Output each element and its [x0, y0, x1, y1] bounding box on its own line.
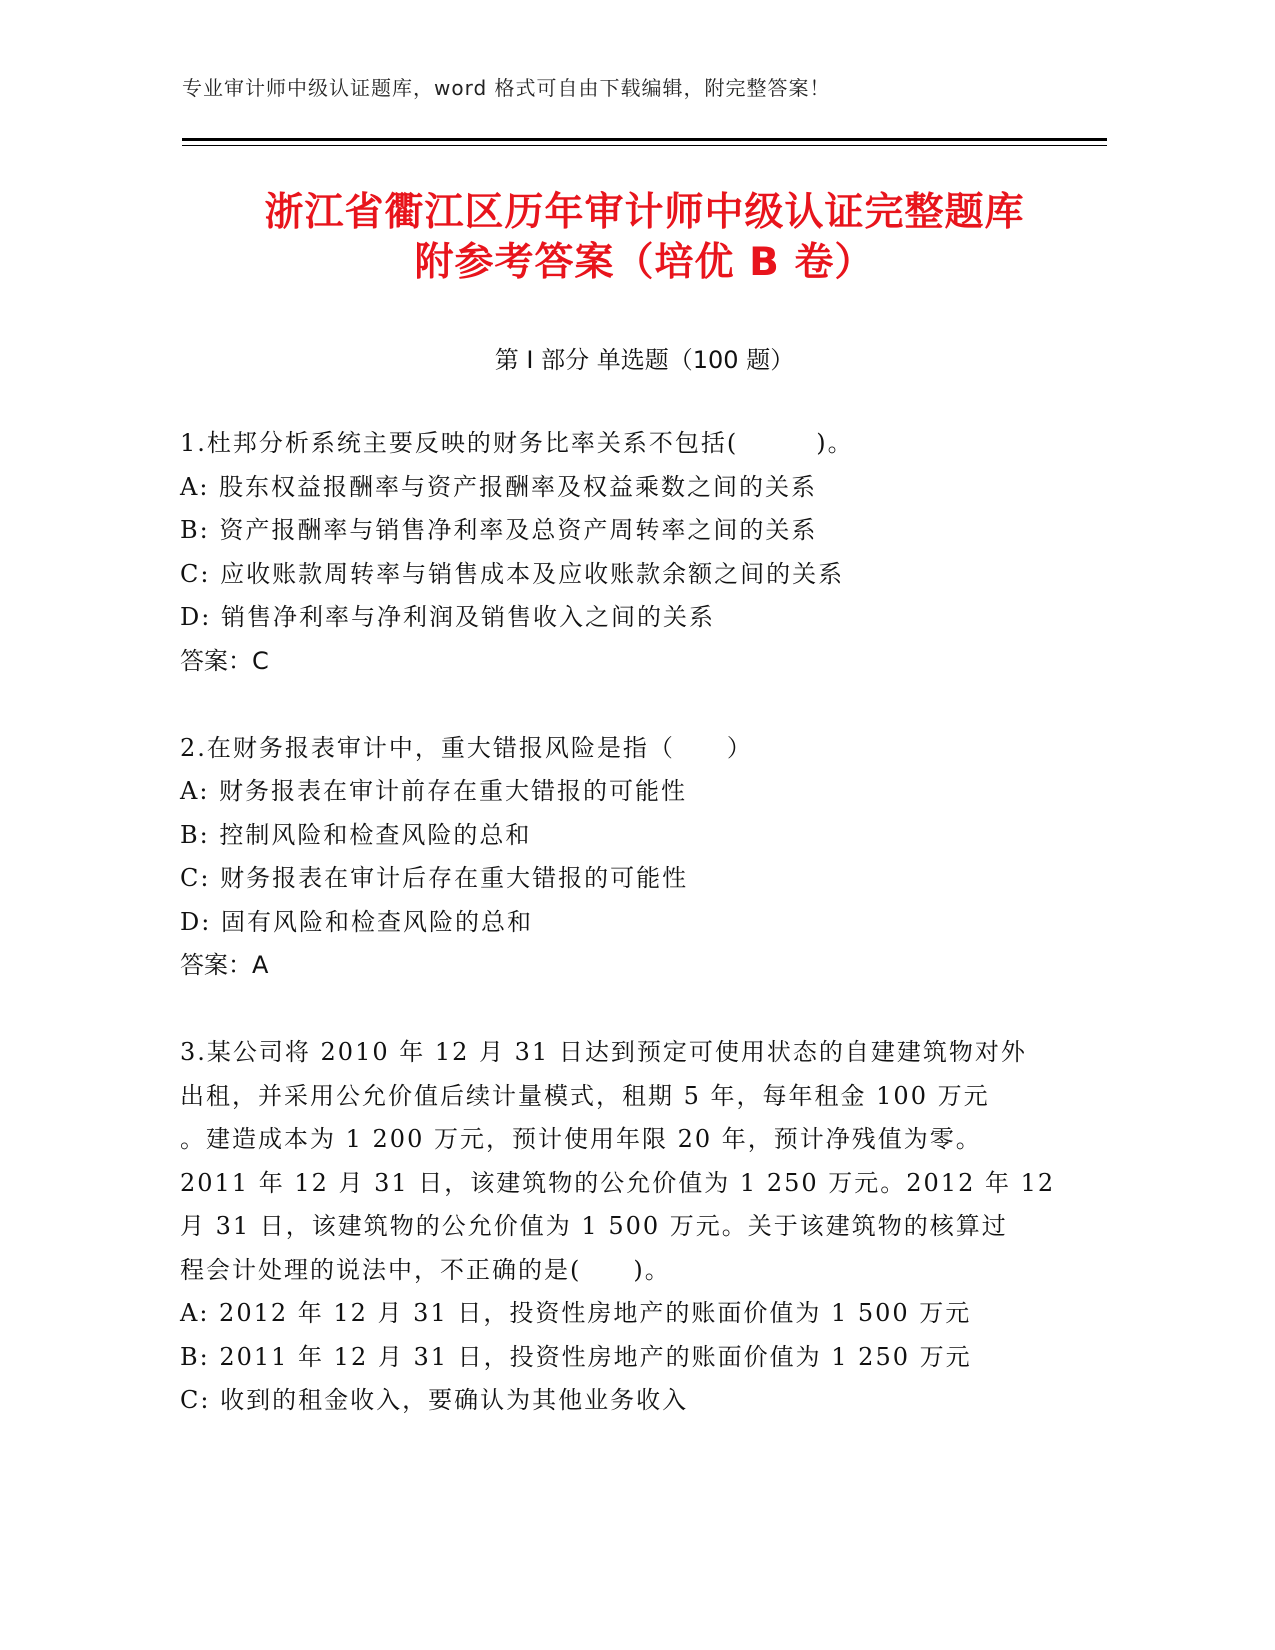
question-stem-line: 3.某公司将 2010 年 12 月 31 日达到预定可使用状态的自建建筑物对外 [180, 1038, 1027, 1066]
title-line-1: 浙江省衢江区历年审计师中级认证完整题库 [264, 190, 1025, 235]
option-a: A: 财务报表在审计前存在重大错报的可能性 [180, 777, 688, 805]
option-d: D: 销售净利率与净利润及销售收入之间的关系 [180, 603, 715, 631]
question-stem-line: 。建造成本为 1 200 万元，预计使用年限 20 年，预计净残值为零。 [180, 1125, 982, 1153]
question-3 [180, 1031, 1056, 1423]
header-rule-thin [182, 145, 1107, 146]
answer: 答案：A [180, 951, 269, 979]
option-b: B: 资产报酬率与销售净利率及总资产周转率之间的关系 [180, 516, 818, 544]
option-c: C: 收到的租金收入，要确认为其他业务收入 [180, 1386, 689, 1414]
question-stem: 1.杜邦分析系统主要反映的财务比率关系不包括( )。 [180, 429, 854, 457]
question-stem-line: 2011 年 12 月 31 日，该建筑物的公允价值为 1 250 万元。2012 年 12 [180, 1168, 1056, 1197]
question-stem-line: 出租，并采用公允价值后续计量模式，租期 5 年，每年租金 100 万元 [180, 1081, 990, 1110]
question-list [180, 422, 1056, 1423]
option-c: C: 财务报表在审计后存在重大错报的可能性 [180, 864, 689, 892]
question-stem: 2.在财务报表审计中，重大错报风险是指（ ） [180, 733, 753, 762]
option-a: A: 股东权益报酬率与资产报酬率及权益乘数之间的关系 [180, 472, 818, 501]
question-stem-line: 月 31 日，该建筑物的公允价值为 1 500 万元。关于该建筑物的核算过 [180, 1212, 1008, 1240]
question-spacer [180, 988, 1040, 1032]
question-stem-line: 程会计处理的说法中，不正确的是( )。 [180, 1255, 671, 1284]
answer: 答案：C [180, 646, 269, 675]
header-note: 专业审计师中级认证题库，word 格式可自由下载编辑，附完整答案！ [182, 76, 831, 100]
option-a: A: 2012 年 12 月 31 日，投资性房地产的账面价值为 1 500 万元 [180, 1299, 972, 1327]
title-line-2: 附参考答案（培优 B 卷） [414, 240, 875, 285]
option-b: B: 控制风险和检查风险的总和 [180, 820, 532, 849]
header-rule-thick [182, 138, 1107, 141]
question-spacer [180, 683, 1040, 727]
question-1 [180, 422, 1040, 683]
option-d: D: 固有风险和检查风险的总和 [180, 907, 533, 936]
option-b: B: 2011 年 12 月 31 日，投资性房地产的账面价值为 1 250 万元 [180, 1342, 972, 1371]
question-2 [180, 727, 1040, 988]
section-heading: 第 I 部分 单选题（100 题） [494, 346, 795, 374]
option-c: C: 应收账款周转率与销售成本及应收账款余额之间的关系 [180, 559, 845, 588]
document-title [182, 188, 1107, 288]
